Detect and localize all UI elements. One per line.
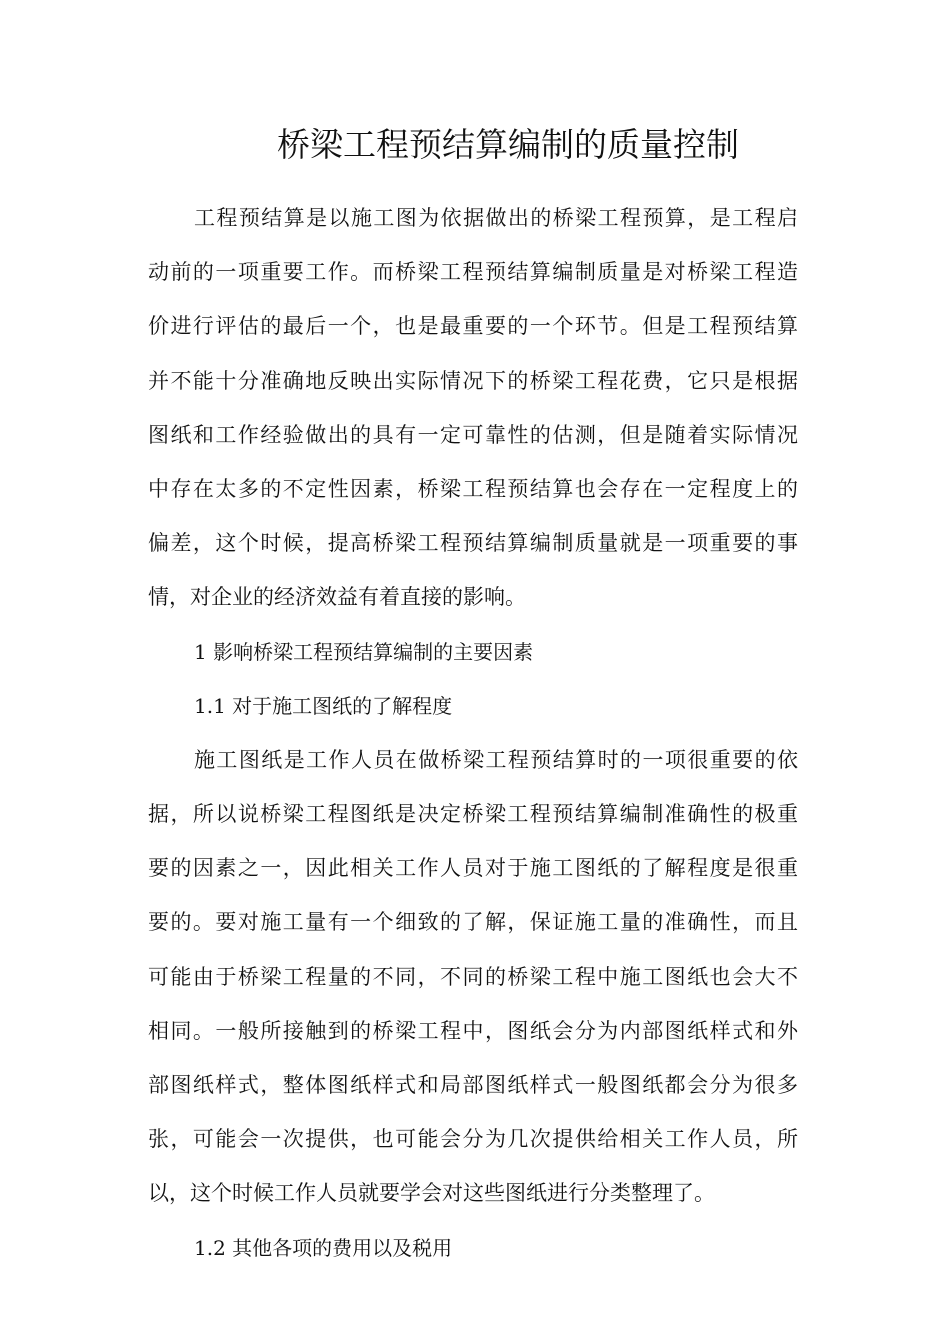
- paragraph-2-line-6: 相同。一般所接触到的桥梁工程中，图纸会分为内部图纸样式和外: [148, 1018, 798, 1043]
- paragraph-2-line-5: 可能由于桥梁工程量的不同，不同的桥梁工程中施工图纸也会大不: [148, 964, 798, 989]
- paragraph-2-line-7: 部图纸样式，整体图纸样式和局部图纸样式一般图纸都会分为很多: [148, 1073, 798, 1097]
- paragraph-2-line-4: 要的。要对施工量有一个细致的了解，保证施工量的准确性，而且: [148, 910, 798, 935]
- paragraph-2-line-9: 以，这个时候工作人员就要学会对这些图纸进行分类整理了。: [148, 1181, 715, 1206]
- paragraph-1-line-6: 中存在太多的不定性因素，桥梁工程预结算也会存在一定程度上的: [148, 476, 798, 501]
- section-heading-1-2: 1.2 其他各项的费用以及税用: [194, 1235, 453, 1260]
- section-heading-1: 1 影响桥梁工程预结算编制的主要因素: [194, 639, 534, 664]
- paragraph-1-line-7: 偏差，这个时候，提高桥梁工程预结算编制质量就是一项重要的事: [148, 531, 798, 556]
- paragraph-1-line-5: 图纸和工作经验做出的具有一定可靠性的估测，但是随着实际情况: [148, 422, 798, 447]
- paragraph-2-line-1: 施工图纸是工作人员在做桥梁工程预结算时的一项很重要的依: [194, 747, 798, 772]
- paragraph-1-line-2: 动前的一项重要工作。而桥梁工程预结算编制质量是对桥梁工程造: [148, 260, 798, 285]
- paragraph-2-line-8: 张，可能会一次提供，也可能会分为几次提供给相关工作人员，所: [148, 1127, 798, 1152]
- paragraph-2-line-3: 要的因素之一，因此相关工作人员对于施工图纸的了解程度是很重: [148, 856, 798, 881]
- paragraph-1-line-4: 并不能十分准确地反映出实际情况下的桥梁工程花费，它只是根据: [148, 368, 798, 393]
- paragraph-1-line-1: 工程预结算是以施工图为依据做出的桥梁工程预算，是工程启: [194, 206, 798, 230]
- document-body: [148, 191, 798, 1275]
- paragraph-2-line-2: 据，所以说桥梁工程图纸是决定桥梁工程预结算编制准确性的极重: [148, 802, 798, 827]
- section-heading-1-1: 1.1 对于施工图纸的了解程度: [194, 693, 453, 718]
- paragraph-1-line-8: 情，对企业的经济效益有着直接的影响。: [148, 585, 526, 610]
- document-title: 桥梁工程预结算编制的质量控制: [277, 125, 739, 164]
- paragraph-1-line-3: 价进行评估的最后一个，也是最重要的一个环节。但是工程预结算: [148, 314, 798, 339]
